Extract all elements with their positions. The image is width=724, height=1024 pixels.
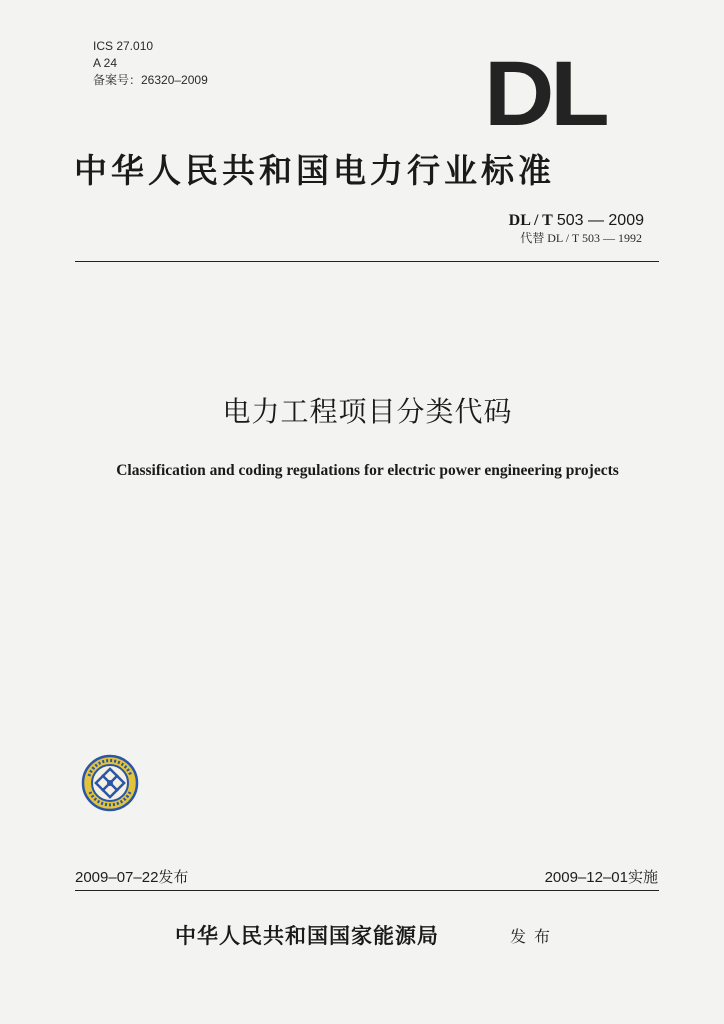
standard-code: DL / T: [508, 212, 553, 229]
standard-number-value: 503 — 2009: [556, 212, 644, 229]
effective-date: 2009–12–01实施: [544, 869, 658, 886]
issue-date: 2009–07–22发布: [75, 869, 189, 886]
classification-code: A 24: [93, 56, 118, 70]
document-title-english: Classification and coding regulations for electric power engineering projects: [116, 462, 619, 479]
publisher-name: 中华人民共和国国家能源局: [175, 923, 439, 948]
replaces-standard: 代替 DL / T 503 — 1992: [520, 231, 642, 245]
publish-label: 发布: [510, 927, 559, 946]
bottom-divider: [75, 890, 659, 891]
filing-number: 备案号：26320–2009: [93, 73, 208, 87]
top-divider: [75, 261, 659, 262]
document-title-chinese: 电力工程项目分类代码: [222, 395, 513, 428]
ics-code: ICS 27.010: [93, 39, 154, 53]
standard-number: [509, 211, 644, 231]
standard-category-title: 中华人民共和国电力行业标准: [74, 151, 555, 190]
publisher-seal-icon: [81, 754, 139, 812]
dl-logo: DL: [484, 43, 606, 145]
document-meta: [93, 38, 208, 89]
